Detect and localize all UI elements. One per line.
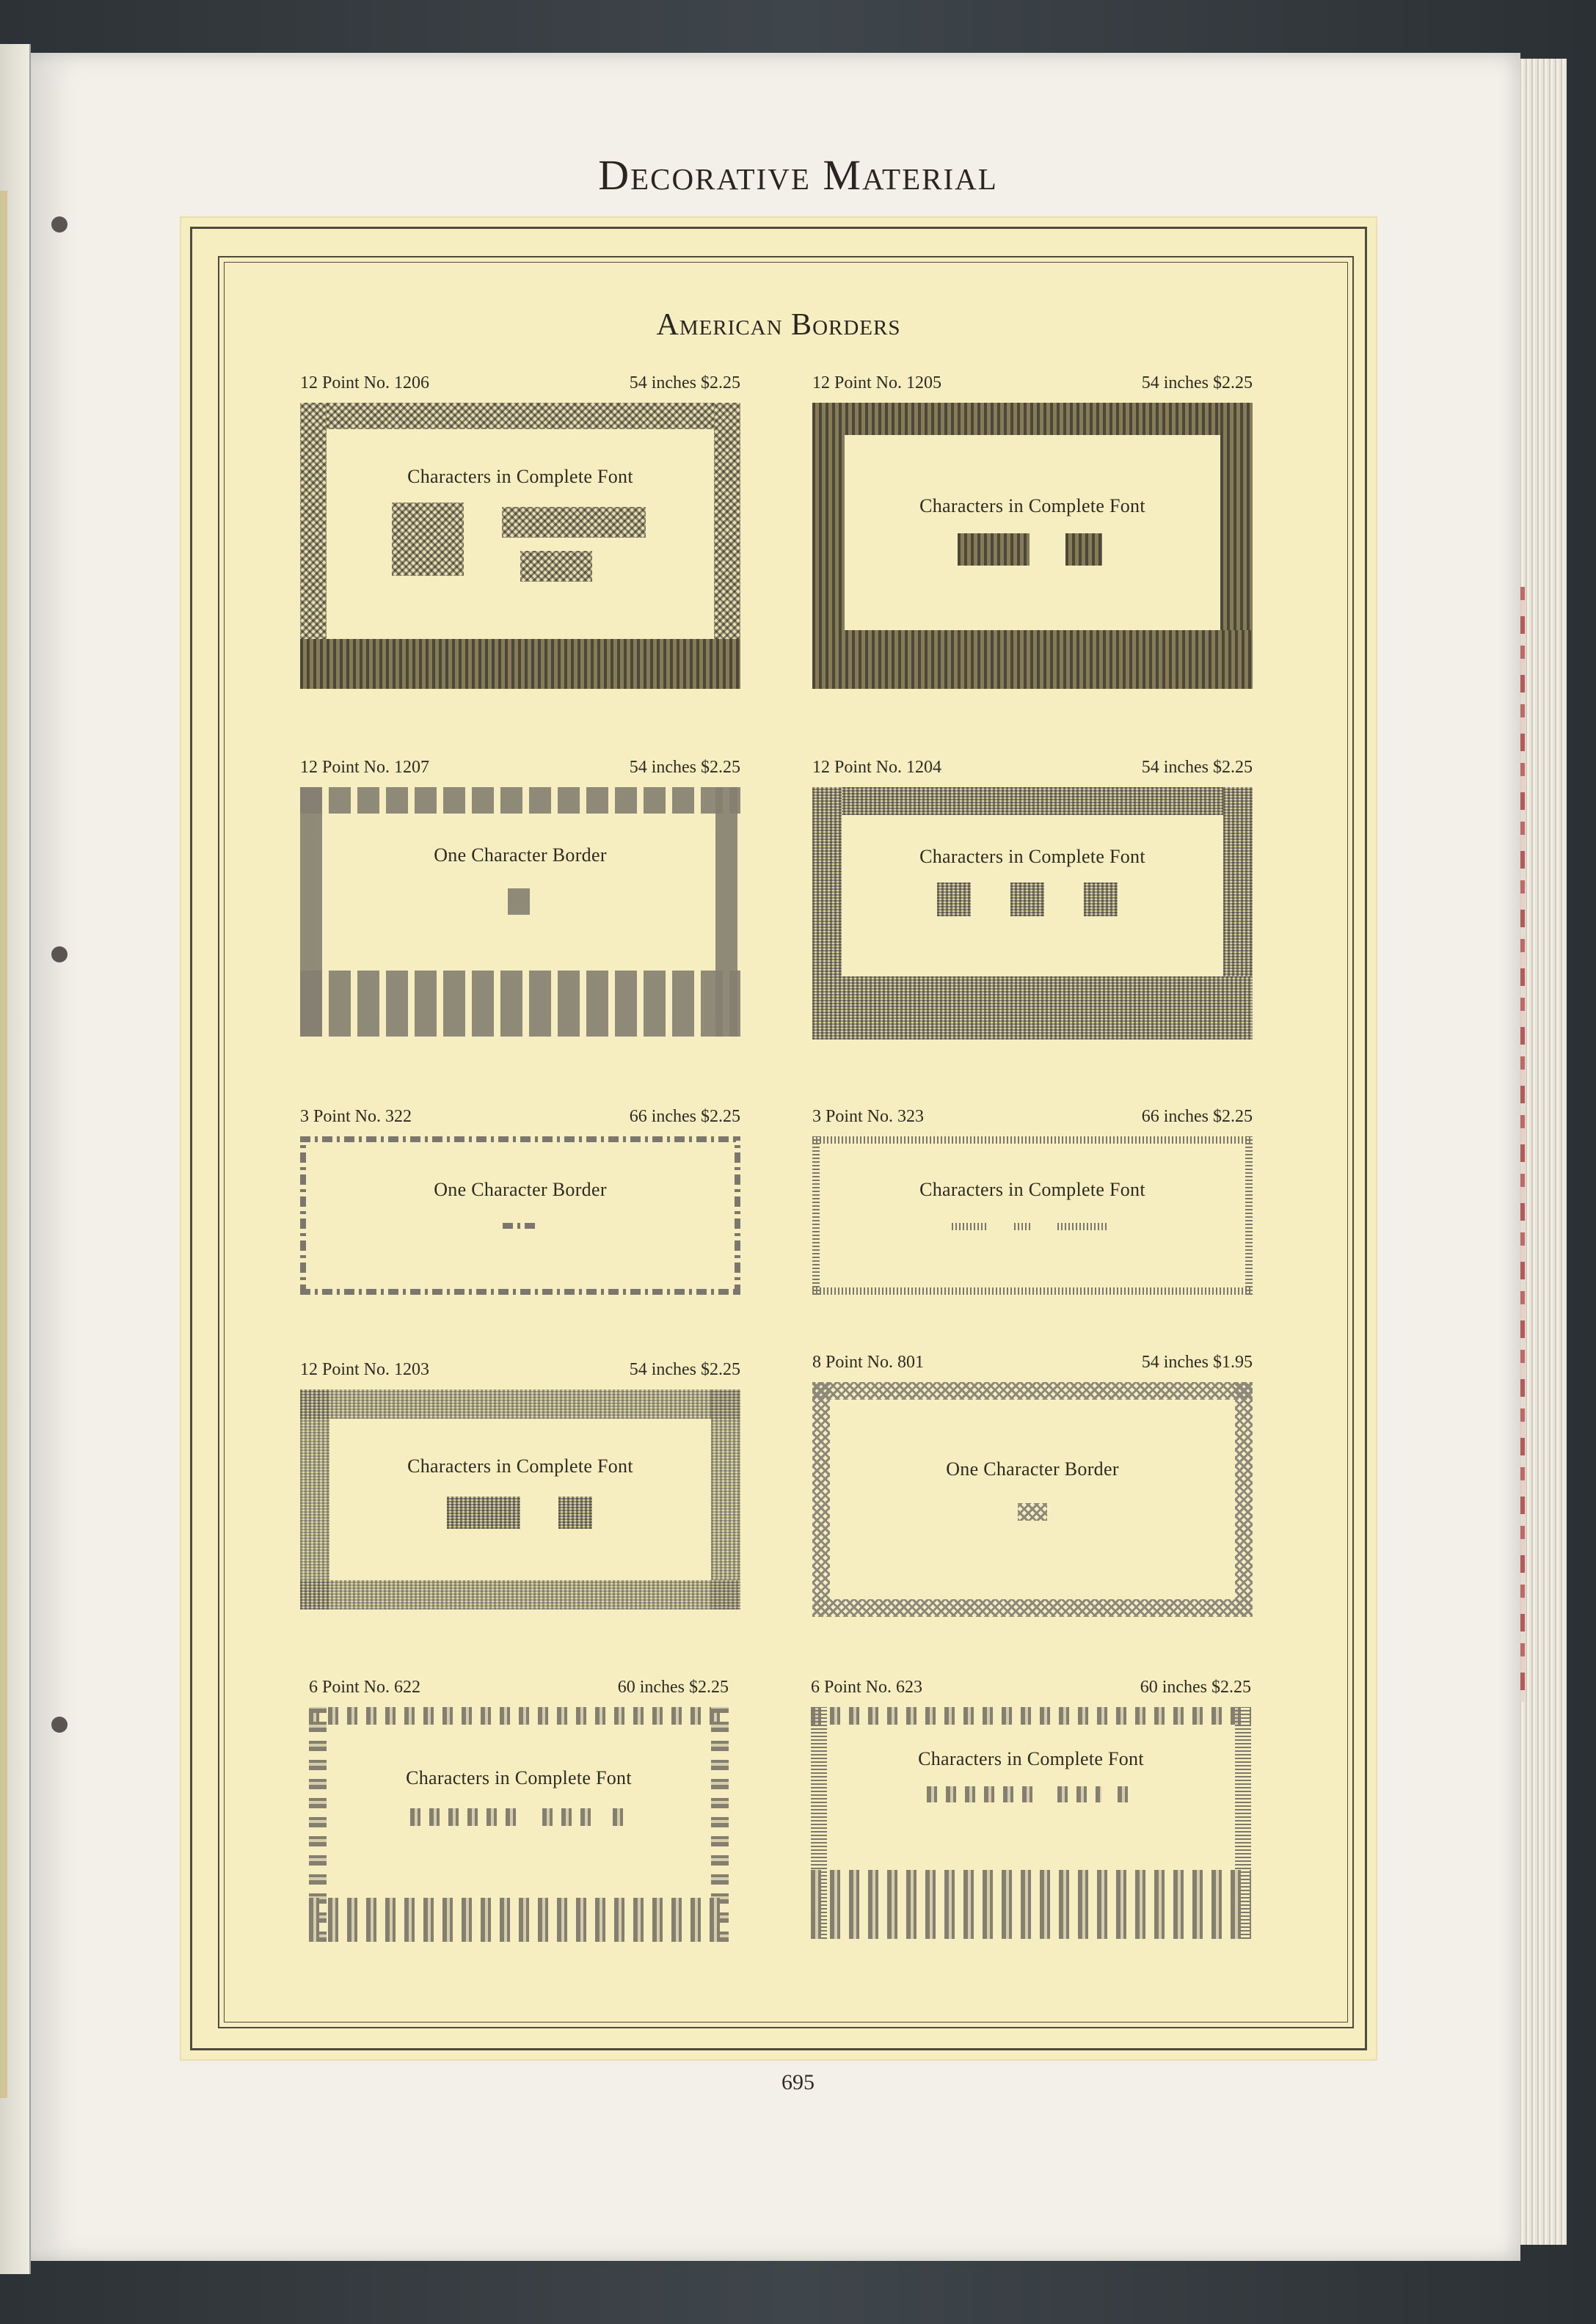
point-size-label: 6 Point No. 622	[309, 1678, 421, 1697]
side-character-icon	[1057, 1786, 1101, 1802]
border-bottom	[300, 971, 740, 1037]
corner-character-icon	[613, 1808, 630, 1826]
border-right	[735, 1136, 740, 1295]
border-top	[811, 1707, 1251, 1725]
point-size-label: 12 Point No. 1207	[300, 758, 430, 777]
border-character-icon	[503, 1223, 536, 1229]
price-label: 66 inches $2.25	[1141, 1107, 1253, 1126]
price-label: 54 inches $2.25	[1141, 373, 1253, 392]
border-bottom	[812, 1287, 1253, 1295]
border-left	[812, 1136, 820, 1295]
left-page-edge	[0, 44, 31, 2274]
side-character-icon	[447, 1497, 520, 1529]
border-top	[812, 1136, 1253, 1144]
border-top	[309, 1707, 729, 1725]
border-character-icon	[1018, 1503, 1047, 1521]
specimen-1206	[300, 373, 740, 689]
border-character-icon	[1010, 883, 1044, 916]
specimen-323	[812, 1107, 1253, 1298]
border-character-icon	[937, 883, 971, 916]
border-character-icon	[1014, 1223, 1030, 1230]
border-top	[812, 403, 1253, 435]
corner-character-icon	[1118, 1786, 1134, 1802]
specimen-caption: One Character Border	[434, 1179, 607, 1200]
page-number: 695	[781, 2070, 815, 2094]
price-label: 54 inches $1.95	[1141, 1353, 1253, 1372]
point-size-label: 8 Point No. 801	[812, 1353, 925, 1372]
section-title: American Borders	[656, 308, 901, 342]
corner-character-icon	[558, 1497, 592, 1529]
price-label: 54 inches $2.25	[629, 373, 740, 392]
price-label: 54 inches $2.25	[629, 758, 740, 777]
specimen-1205	[812, 373, 1253, 689]
border-bottom	[309, 1898, 729, 1942]
specimen-caption: Characters in Complete Font	[406, 1767, 632, 1788]
border-character-icon	[508, 888, 533, 915]
specimen-623	[811, 1678, 1251, 1956]
border-specimen	[812, 1136, 1253, 1295]
point-size-label: 12 Point No. 1205	[812, 373, 942, 392]
border-top	[300, 1389, 740, 1419]
border-specimen	[811, 1707, 1251, 1939]
border-bottom	[300, 1289, 740, 1295]
point-size-label: 12 Point No. 1206	[300, 373, 430, 392]
border-specimen	[309, 1707, 729, 1942]
specimen-meta	[811, 1678, 1251, 1703]
corner-character-icon	[392, 503, 464, 576]
specimen-meta	[812, 1353, 1253, 1378]
specimen-caption: Characters in Complete Font	[407, 466, 633, 487]
price-label: 54 inches $2.25	[629, 1360, 740, 1379]
border-top	[812, 787, 1253, 815]
specimen-caption: Characters in Complete Font	[919, 495, 1145, 516]
border-right	[1235, 1382, 1253, 1617]
point-size-label: 6 Point No. 623	[811, 1678, 923, 1697]
border-right	[1245, 1136, 1253, 1295]
border-top	[300, 403, 740, 429]
price-label: 60 inches $2.25	[1140, 1678, 1251, 1697]
border-left	[812, 1382, 830, 1617]
price-label: 60 inches $2.25	[617, 1678, 729, 1697]
border-specimen	[300, 1136, 740, 1295]
border-specimen	[300, 787, 740, 1037]
specimen-meta	[309, 1678, 729, 1703]
specimen-1203	[300, 1360, 740, 1624]
border-right	[711, 1389, 740, 1609]
border-character-icon	[952, 1223, 987, 1230]
point-size-label: 12 Point No. 1204	[812, 758, 942, 777]
left-page-strip	[0, 191, 7, 2098]
price-label: 54 inches $2.25	[1141, 758, 1253, 777]
point-size-label: 12 Point No. 1203	[300, 1360, 430, 1379]
side-character-icon	[502, 507, 646, 538]
border-bottom	[812, 976, 1253, 1039]
specimen-caption: Characters in Complete Font	[918, 1748, 1144, 1769]
border-top	[812, 1382, 1253, 1400]
border-specimen	[812, 403, 1253, 689]
specimen-622	[309, 1678, 729, 1956]
binding-hole-icon	[51, 1717, 68, 1733]
page-title: Decorative Material	[598, 151, 998, 199]
specimen-caption: Characters in Complete Font	[919, 846, 1145, 867]
price-label: 66 inches $2.25	[629, 1107, 740, 1126]
border-specimen	[300, 403, 740, 689]
border-bottom	[811, 1870, 1251, 1939]
border-top	[300, 787, 740, 814]
binding-hole-icon	[51, 946, 68, 962]
specimen-caption: One Character Border	[946, 1458, 1119, 1480]
side-character-icon	[927, 1786, 1037, 1802]
border-specimen	[300, 1389, 740, 1609]
specimen-meta	[300, 373, 740, 398]
specimen-caption: Characters in Complete Font	[407, 1455, 633, 1477]
specimen-meta	[812, 373, 1253, 398]
side-character-icon	[520, 551, 592, 582]
specimen-meta	[300, 758, 740, 783]
border-specimen	[812, 1382, 1253, 1617]
specimen-meta	[300, 1360, 740, 1385]
specimen-322	[300, 1107, 740, 1298]
side-character-icon	[542, 1808, 594, 1826]
border-bottom	[812, 630, 1253, 689]
corner-character-icon	[1065, 533, 1102, 566]
side-character-icon	[410, 1808, 522, 1826]
border-bottom	[300, 639, 740, 689]
specimen-caption: One Character Border	[434, 844, 607, 866]
point-size-label: 3 Point No. 322	[300, 1107, 412, 1126]
specimen-meta	[300, 1107, 740, 1132]
specimen-1204	[812, 758, 1253, 1051]
border-top	[300, 1136, 740, 1142]
border-bottom	[812, 1599, 1253, 1617]
border-specimen	[812, 787, 1253, 1039]
border-left	[300, 1389, 329, 1609]
side-character-icon	[958, 533, 1030, 566]
border-left	[300, 1136, 306, 1295]
specimen-meta	[812, 758, 1253, 783]
specimen-meta	[812, 1107, 1253, 1132]
binding-hole-icon	[51, 216, 68, 233]
specimen-caption: Characters in Complete Font	[919, 1179, 1145, 1200]
border-character-icon	[1084, 883, 1118, 916]
specimen-plate	[180, 216, 1377, 2061]
border-bottom	[300, 1580, 740, 1609]
point-size-label: 3 Point No. 323	[812, 1107, 925, 1126]
border-character-icon	[1057, 1223, 1109, 1230]
specimen-801	[812, 1353, 1253, 1631]
specimen-1207	[300, 758, 740, 1051]
